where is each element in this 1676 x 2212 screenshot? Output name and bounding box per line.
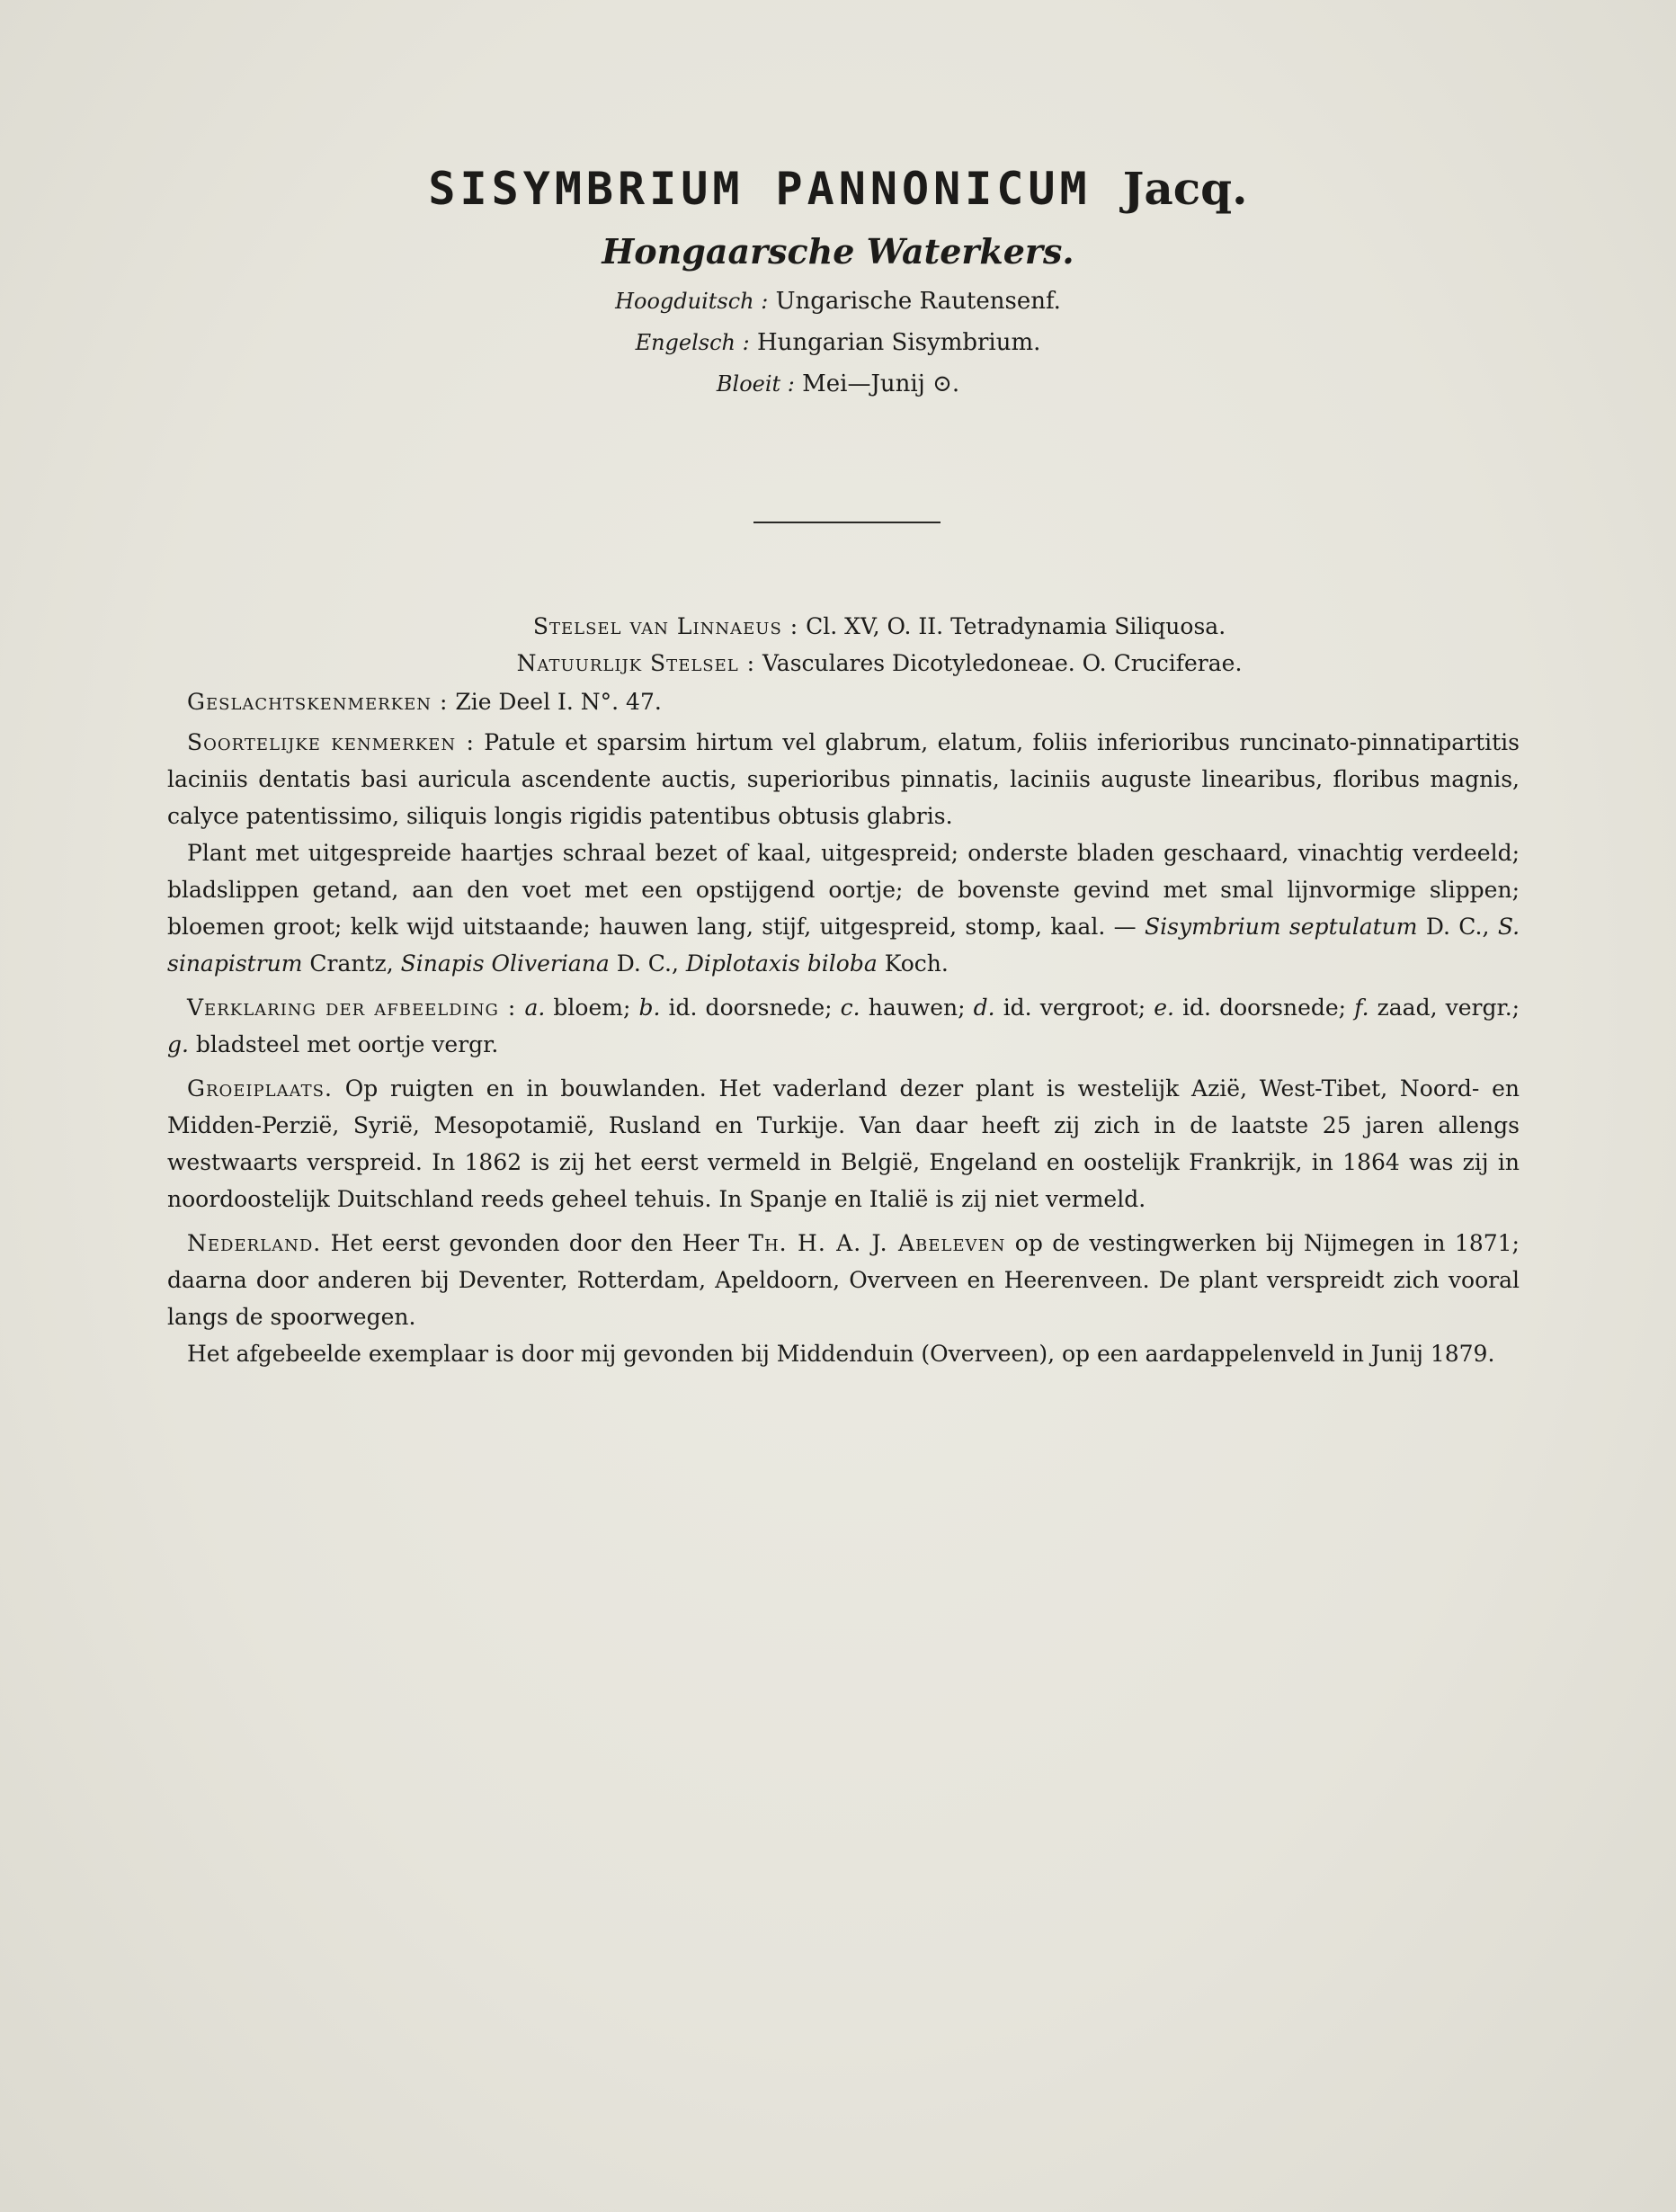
flowering-label: Bloeit : xyxy=(716,371,795,397)
synonym-2: S. sinapistrum xyxy=(167,914,1520,977)
habitat xyxy=(167,1070,1520,1217)
netherlands-text-2: op de vestingwerken bij Nijmegen in 1871; daarna door anderen bij Deventer, Rotterdam, Apeldoorn, Overveen en Heerenveen. De plant verspreidt zich vooral langs de spoorwegen. xyxy=(167,1230,1520,1330)
name-german-label: Hoogduitsch : xyxy=(615,289,769,314)
specimen-note: Het afgebeelde exemplaar is door mij gevonden bij Middenduin (Overveen), op een aardappelenveld in Junij 1879. xyxy=(187,1341,1495,1367)
figure-key-b: b. xyxy=(638,995,661,1021)
header xyxy=(0,162,1676,405)
linnaeus-label: Stelsel van Linnaeus : xyxy=(532,613,799,639)
figure-desc-d: id. vergroot; xyxy=(1003,995,1146,1021)
species-characters xyxy=(167,724,1520,834)
plant-description xyxy=(167,834,1520,982)
netherlands xyxy=(167,1225,1520,1335)
name-german xyxy=(0,281,1676,322)
vernacular-names xyxy=(0,281,1676,405)
figure-desc-a: bloem; xyxy=(553,995,631,1021)
synonym-3-author: D. C., xyxy=(616,950,679,977)
figure-desc-e: id. doorsnede; xyxy=(1182,995,1347,1021)
figure-key-e: e. xyxy=(1154,995,1174,1021)
species-characters-label: Soortelijke kenmerken : xyxy=(187,729,475,755)
synonym-1: Sisymbrium septulatum xyxy=(1145,914,1418,940)
plant-description-text: Plant met uitgespreide haartjes schraal bezet of kaal, uitgespreid; onderste bladen geschaard, vinachtig verdeeld; bladslippen getand, aan den voet met een opstijgend oortje; de bovenste gevind met smal lijnvormige slippen; bloemen groot; kelk wijd uitstaande; hauwen lang, stijf, uitgespreid, stomp, kaal. — xyxy=(167,840,1520,940)
common-name: Hongaarsche Waterkers. xyxy=(602,231,1074,272)
species-author: Jacq. xyxy=(1122,162,1248,215)
name-german-value: Ungarische Rautensenf. xyxy=(775,288,1061,315)
genus-characters-text: Zie Deel I. N°. 47. xyxy=(455,689,662,715)
figure-key-f: f. xyxy=(1354,995,1369,1021)
synonym-4: Diplotaxis biloba xyxy=(685,950,878,977)
natural-system-text: Vasculares Dicotyledoneae. O. Cruciferae. xyxy=(762,650,1243,676)
figure-key-d: d. xyxy=(973,995,995,1021)
linnaeus-text: Cl. XV, O. II. Tetradynamia Siliquosa. xyxy=(806,613,1226,639)
species-characters-text: Patule et sparsim hirtum vel glabrum, elatum, foliis inferioribus runcinato-pinnatipartitis laciniis dentatis basi auricula ascendente auctis, superioribus pinnatis, laciniis auguste linearibus, floribus magnis, calyce patentissimo, siliquis longis rigidis patentibus obtusis glabris. xyxy=(167,729,1520,829)
finder-name: Th. H. A. J. Abeleven xyxy=(748,1230,1006,1256)
natural-system-line xyxy=(167,645,1520,682)
name-english-value: Hungarian Sisymbrium. xyxy=(756,329,1041,356)
habitat-text: Op ruigten en in bouwlanden. Het vaderland dezer plant is westelijk Azië, West-Tibet, Noord- en Midden-Perzië, Syrië, Mesopotamië, Rusland en Turkije. Van daar heeft zij zich in de laatste 25 jaren allengs westwaarts verspreid. In 1862 is zij het eerst vermeld in België, Engeland en oostelijk Frankrijk, in 1864 was zij in noordoostelijk Duitschland reeds geheel tehuis. In Spanje en Italië is zij niet vermeld. xyxy=(167,1075,1520,1212)
species-name: SISYMBRIUM PANNONICUM xyxy=(428,163,1092,215)
figure-explanation xyxy=(167,989,1520,1063)
synonym-2-author: Crantz, xyxy=(309,950,394,977)
genus-characters xyxy=(167,683,1520,720)
netherlands-label: Nederland. xyxy=(187,1230,322,1256)
netherlands-text-1: Het eerst gevonden door den Heer xyxy=(330,1230,739,1256)
flowering xyxy=(0,363,1676,405)
name-english xyxy=(0,322,1676,363)
divider-rule xyxy=(753,522,941,523)
synonym-4-author: Koch. xyxy=(884,950,949,977)
flowering-value: Mei—Junij ⊙. xyxy=(802,370,960,397)
figure-desc-f: zaad, vergr.; xyxy=(1377,995,1520,1021)
figure-explanation-label: Verklaring der afbeelding : xyxy=(187,995,517,1021)
name-english-label: Engelsch : xyxy=(635,330,750,355)
description-body xyxy=(167,608,1520,1379)
figure-desc-c: hauwen; xyxy=(868,995,966,1021)
figure-key-g: g. xyxy=(167,1031,189,1057)
natural-system-label: Natuurlijk Stelsel : xyxy=(516,650,756,676)
synonym-1-author: D. C., xyxy=(1425,914,1490,940)
figure-key-a: a. xyxy=(524,995,546,1021)
genus-characters-label: Geslachtskenmerken : xyxy=(187,689,449,715)
habitat-label: Groeiplaats. xyxy=(187,1075,333,1102)
figure-desc-b: id. doorsnede; xyxy=(668,995,833,1021)
figure-desc-g: bladsteel met oortje vergr. xyxy=(195,1031,499,1057)
linnaeus-line xyxy=(167,608,1520,645)
synonym-3: Sinapis Oliveriana xyxy=(400,950,610,977)
figure-key-c: c. xyxy=(840,995,860,1021)
species-title xyxy=(0,162,1676,215)
